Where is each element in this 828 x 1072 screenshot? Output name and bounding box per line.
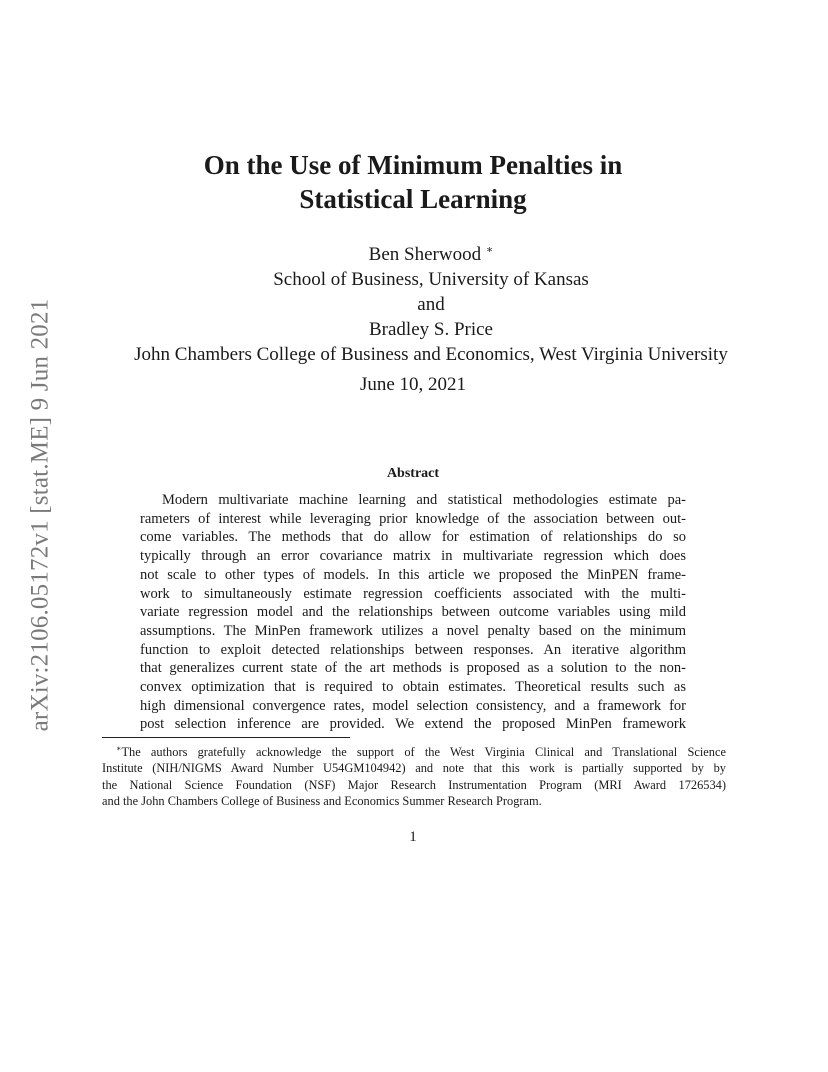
footnote-text: The authors gratefully acknowledge the support of the West Virginia Clinical and Translational Science (121, 745, 726, 759)
author-line (90, 238, 772, 267)
author-affiliation: School of Business, University of Kansas (273, 269, 589, 290)
title-line: Statistical Learning (299, 184, 527, 214)
title-line: On the Use of Minimum Penalties in (203, 150, 623, 180)
abstract-line: come variables. The methods that do allow for estimation of relationships do so (140, 529, 686, 546)
abstract-line: typically through an error covariance matrix in multivariate regression which does (140, 548, 686, 565)
abstract-heading: Abstract (386, 466, 440, 481)
paper-date: June 10, 2021 (359, 374, 467, 395)
author-name: Ben Sherwood (368, 244, 482, 265)
author-block (90, 238, 772, 367)
footnote-line (102, 741, 726, 760)
author-conjunction: and (417, 294, 445, 315)
arxiv-identifier-stamp (10, 295, 70, 735)
author-affiliation: John Chambers College of Business and Economics, West Virginia University (134, 344, 728, 365)
abstract-line: function to exploit detected relationships between responses. An iterative algorithm (140, 641, 686, 658)
abstract-line: post selection inference are provided. We extend the proposed MinPen framework (140, 716, 686, 733)
footnote (102, 741, 726, 810)
abstract-line: high dimensional convergence rates, model selection consistency, and a framework for (140, 697, 686, 714)
footnote-line: Institute (NIH/NIGMS Award Number U54GM104942) and note that this work is partially supported by by (102, 761, 726, 776)
arxiv-identifier-text: arXiv:2106.05172v1 [stat.ME] 9 Jun 2021 (26, 298, 54, 732)
paper-title (100, 148, 726, 216)
footnote-line: the National Science Foundation (NSF) Major Research Instrumentation Program (MRI Award 1726534) (102, 777, 726, 792)
abstract-line: that generalizes current state of the art methods is proposed as a solution to the non- (140, 660, 686, 677)
abstract-line: variate regression model and the relationships between outcome variables using mild (140, 604, 686, 621)
abstract-line: rameters of interest while leveraging prior knowledge of the association between out- (140, 510, 686, 527)
abstract-line: Modern multivariate machine learning and statistical methodologies estimate pa- (162, 492, 686, 508)
footnote-divider (102, 737, 350, 738)
abstract-body (140, 491, 686, 734)
abstract-line: assumptions. The MinPen framework utilizes a novel penalty based on the minimum (140, 622, 686, 639)
footnote-line: and the John Chambers College of Business and Economics Summer Research Program. (102, 794, 542, 809)
footnote-mark: ∗ (116, 744, 122, 753)
abstract-line: convex optimization that is required to obtain estimates. Theoretical results such as (140, 679, 686, 696)
abstract-line: not scale to other types of models. In this article we proposed the MinPEN frame- (140, 566, 686, 583)
author-footnote-mark: ∗ (485, 244, 494, 256)
abstract-line: work to simultaneously estimate regression coefficients associated with the multi- (140, 585, 686, 602)
author-name: Bradley S. Price (368, 319, 493, 340)
page-number: 1 (409, 829, 417, 845)
